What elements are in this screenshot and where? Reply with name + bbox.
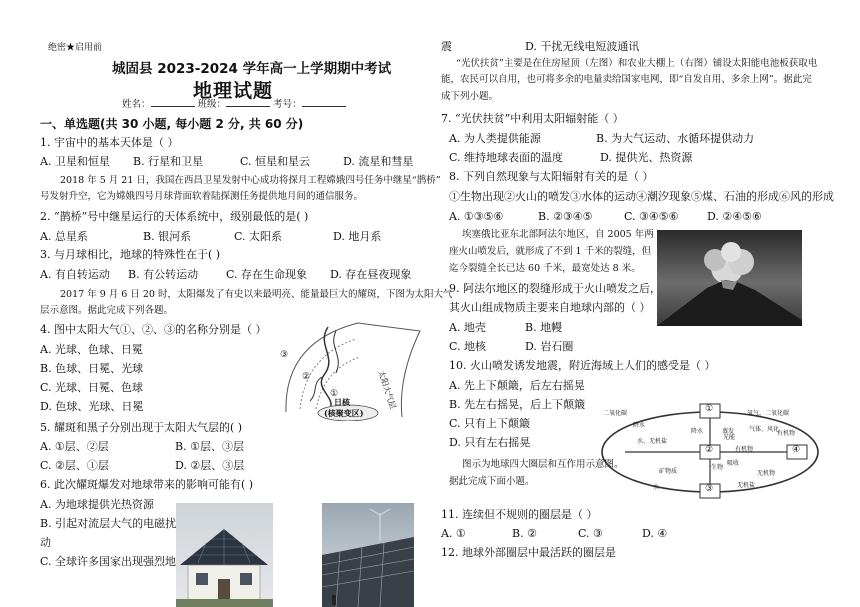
student-info-line xyxy=(122,97,346,111)
passage-line: 据此完成下面小题。 xyxy=(449,476,535,487)
option: C. 光球、日冕、色球 xyxy=(40,381,144,394)
flow-label: 降水 xyxy=(691,428,704,435)
option: A. ①层、②层 xyxy=(40,440,109,453)
flow-label: 水 xyxy=(653,484,660,491)
volcano-photo xyxy=(657,230,802,326)
option: C. 只有上下颠簸 xyxy=(449,417,531,430)
option: C. 维持地球表面的温度 xyxy=(449,151,564,164)
greenhouse-solar-photo xyxy=(322,503,414,607)
option: D. 只有左右摇晃 xyxy=(449,436,531,449)
question-stem: 3. 与月球相比，地球的特殊性在于( ) xyxy=(40,248,221,261)
flow-label: 无机盐 xyxy=(737,482,756,489)
question-stem: 2. “鹊桥”号中继星运行的天体系统中，级别最低的是( ) xyxy=(40,210,309,223)
option: B. 地幔 xyxy=(525,321,563,334)
option: C. 存在生命现象 xyxy=(226,268,308,281)
flow-label: 有机物 xyxy=(735,446,754,453)
flow-label: 光能 xyxy=(723,434,736,441)
flow-label: 二氧化碳 xyxy=(603,410,628,417)
option: C. 恒星和星云 xyxy=(240,155,311,168)
name-blank[interactable] xyxy=(151,97,195,107)
layer-label: ① xyxy=(330,389,339,399)
flow-label: 吸收 xyxy=(727,460,740,467)
question-items: ①生物出现②火山的喷发③水体的运动④潮汐现象⑤煤、石油的形成⑥风的形成 xyxy=(449,190,834,203)
option-continuation: 动 xyxy=(40,536,51,549)
passage-line: 2018 年 5 月 21 日，我国在西昌卫星发射中心成功将探月工程嫦娥四号任务中继星“鹊桥” xyxy=(60,175,441,186)
question-stem: 4. 图中太阳大气①、②、③的名称分别是（ ） xyxy=(40,323,267,336)
option: D. 色球、光球、日冕 xyxy=(40,400,144,413)
atmosphere-label: 太阳大气层 xyxy=(376,369,398,411)
passage-line: 成下列小题。 xyxy=(441,91,499,102)
question-stem-cont: 其火山组成物质主要来自地球内部的（ ） xyxy=(449,301,651,314)
option: B. 有公转运动 xyxy=(128,268,199,281)
core-label: 日核 xyxy=(334,397,350,407)
passage-line: 图示为地球四大圈层和互作用示意图。 xyxy=(462,459,624,470)
option: C. 地核 xyxy=(449,340,487,353)
option: B. 色球、日冕、光球 xyxy=(40,362,144,375)
option: D. ②④⑤⑥ xyxy=(707,210,762,223)
option: B. ② xyxy=(512,527,537,540)
option: D. 干扰无线电短波通讯 xyxy=(525,40,640,53)
option: B. 引起对流层大气的电磁扰 xyxy=(40,517,177,530)
option: A. 卫星和恒星 xyxy=(40,155,110,168)
option: D. 提供光、热资源 xyxy=(600,151,693,164)
option: C. 太阳系 xyxy=(234,230,283,243)
layer-label: ② xyxy=(302,372,311,382)
question-stem: 11. 连续但不规则的圈层是（ ） xyxy=(441,508,598,521)
sphere-box-label: ① xyxy=(705,404,714,414)
flow-label: 矿物质 xyxy=(659,468,678,475)
question-stem: 9. 阿法尔地区的裂缝形成于火山喷发之后， xyxy=(449,282,661,295)
flow-label: 生物 xyxy=(711,464,724,471)
exam-title: 城固县 2023-2024 学年高一上学期期中考试 xyxy=(112,61,392,77)
passage-line: 能，农民可以自用，也可将多余的电量卖给国家电网，即“自发自用、多余上网”。据此完 xyxy=(441,74,812,85)
option: A. 先上下颠簸，后左右摇晃 xyxy=(449,379,585,392)
option: D. 流星和彗星 xyxy=(343,155,414,168)
option: A. 地壳 xyxy=(449,321,486,334)
sphere-box-label: ② xyxy=(705,445,714,455)
option: A. 光球、色球、日冕 xyxy=(40,343,143,356)
passage-line: “光伏扶贫”主要是在住房屋顶（左图）和农业大棚上（右图）铺设太阳能电池板获取电 xyxy=(456,58,818,69)
flow-label: 有机物 xyxy=(777,430,796,437)
core-sub-label: (核聚变区) xyxy=(324,408,364,418)
option: C. ③ xyxy=(578,527,603,540)
option: A. 总星系 xyxy=(40,230,88,243)
option: D. 存在昼夜现象 xyxy=(330,268,412,281)
passage-line: 号发射升空，它为嫦娥四号月球背面软着陆探测任务提供地月间的通信服务。 xyxy=(40,191,364,202)
flow-label: 无机物 xyxy=(757,470,776,477)
option-continuation: 震 xyxy=(441,40,452,53)
option: B. 先左右摇晃，后上下颠簸 xyxy=(449,398,586,411)
option: B. ②③④⑤ xyxy=(538,210,593,223)
section-title: 一、单选题(共 30 小题, 每小题 2 分, 共 60 分) xyxy=(40,117,304,131)
option: D. 地月系 xyxy=(333,230,382,243)
option: B. 行星和卫星 xyxy=(133,155,204,168)
option: A. ① xyxy=(441,527,466,540)
question-stem: 12. 地球外部圈层中最活跃的圈层是 xyxy=(441,546,616,559)
option: B. 银河系 xyxy=(143,230,192,243)
earth-spheres-diagram xyxy=(597,400,824,500)
passage-line: 迄今裂缝全长已达 60 千米，最宽处达 8 米。 xyxy=(449,263,641,274)
exam-no-label: 考号： xyxy=(273,99,302,110)
question-stem: 10. 火山喷发诱发地震，附近海域上人们的感受是（ ） xyxy=(449,359,716,372)
option: D. ②层、③层 xyxy=(175,459,245,472)
passage-line: 层示意图。据此完成下列各题。 xyxy=(40,305,174,316)
question-stem: 6. 此次耀斑爆发对地球带来的影响可能有( ) xyxy=(40,478,254,491)
subject-title: 地理试题 xyxy=(193,80,274,102)
flow-label: 氧气、二氧化碳 xyxy=(747,410,790,417)
flow-label: 水、无机盐 xyxy=(637,438,668,445)
option: A. 为地球提供光热资源 xyxy=(40,498,154,511)
question-stem: 7. “光伏扶贫”中利用太阳辐射能（ ） xyxy=(441,112,624,125)
option: D. 岩石圈 xyxy=(525,340,574,353)
option: C. ③④⑤⑥ xyxy=(624,210,679,223)
rooftop-solar-photo xyxy=(176,503,273,607)
option: C. ②层、①层 xyxy=(40,459,109,472)
confidential-mark: 绝密★启用前 xyxy=(48,43,103,53)
sun-atmosphere-diagram xyxy=(266,317,426,421)
option: B. ①层、③层 xyxy=(175,440,244,453)
sphere-box-label: ③ xyxy=(705,484,714,494)
name-label: 姓名： xyxy=(122,99,151,110)
option: C. 全球许多国家出现强烈地 xyxy=(40,555,177,568)
question-stem: 1. 宇宙中的基本天体是（ ） xyxy=(40,136,179,149)
option: D. ④ xyxy=(642,527,668,540)
option: A. 为人类提供能源 xyxy=(449,132,541,145)
class-label: 班级： xyxy=(197,99,227,110)
passage-line: 埃塞俄比亚东北部阿法尔地区，自 2005 年两 xyxy=(462,229,654,240)
question-stem: 8. 下列自然现象与太阳辐射有关的是（ ） xyxy=(449,170,654,183)
class-blank[interactable] xyxy=(226,97,270,107)
question-stem: 5. 耀斑和黑子分别出现于太阳大气层的( ) xyxy=(40,421,243,434)
flow-label: 降水 xyxy=(633,422,646,429)
option: B. 为大气运动、水循环提供动力 xyxy=(596,132,755,145)
passage-line: 座火山喷发后，就形成了不到 1 千米的裂缝，但 xyxy=(449,246,652,257)
sphere-box-label: ④ xyxy=(792,445,801,455)
passage-line: 2017 年 9 月 6 日 20 时，太阳爆发了有史以来最明亮、能量最巨大的耀斑，下图为太阳大气 xyxy=(60,289,453,300)
option: A. ①③⑤⑥ xyxy=(449,210,504,223)
flow-label: 蒸发 xyxy=(722,428,735,435)
flow-label: 气体、风化 xyxy=(749,426,780,433)
option: A. 有自转运动 xyxy=(40,268,110,281)
exam-no-blank[interactable] xyxy=(302,97,346,107)
layer-label: ③ xyxy=(280,350,289,360)
